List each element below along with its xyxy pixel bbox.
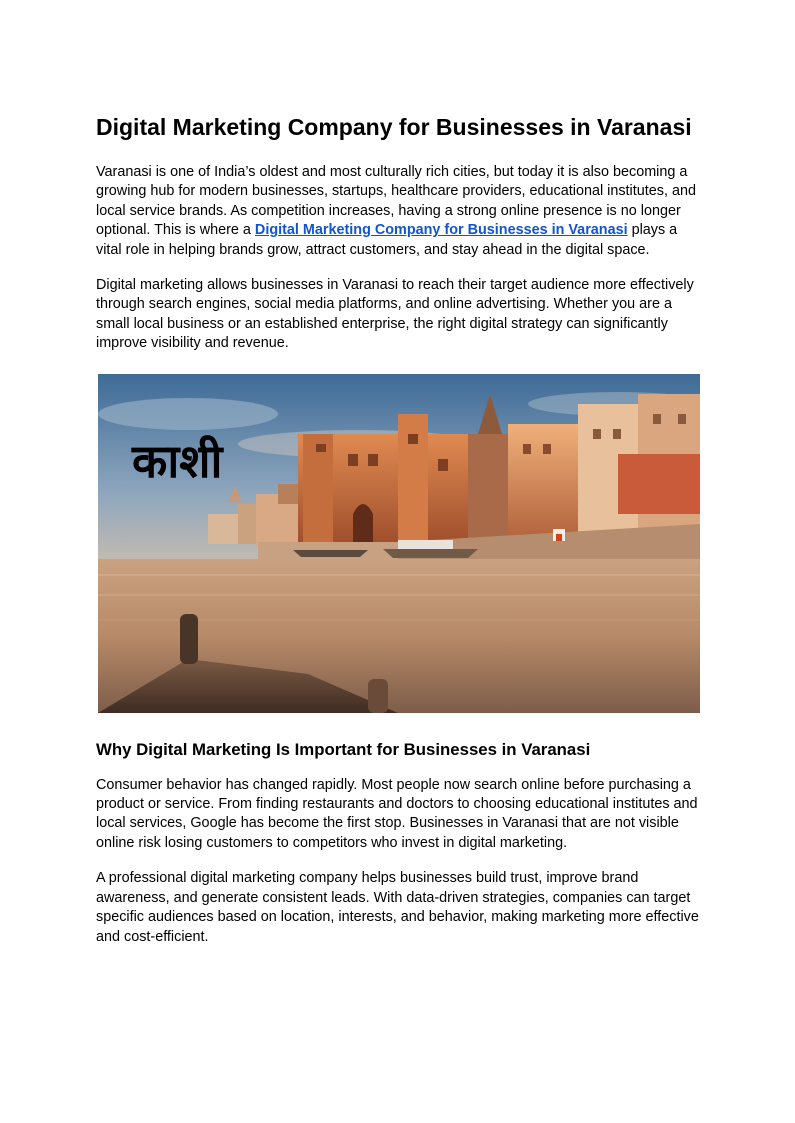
paragraph-consumer-behavior: Consumer behavior has changed rapidly. Most people now search online before purchasing a product or service. From finding restaurants and doctors to choosing educational institutes and local services, Google has become the first stop. Businesses in Varanasi that are not visible online risk losing customers to competitors who invest in digital marketing.: [96, 776, 698, 851]
section-heading: Why Digital Marketing Is Important for Businesses in Varanasi: [96, 739, 591, 759]
intro-paragraph: [96, 163, 699, 260]
varanasi-marketing-link[interactable]: Digital Marketing Company for Businesses in Varanasi: [254, 222, 628, 239]
article-title: Digital Marketing Company for Businesses in Varanasi: [96, 114, 692, 140]
document-page: [96, 112, 699, 947]
intro-text-after-link: plays a vital role in helping brands grow, attract customers, and stay ahead in the digital space.: [96, 222, 678, 258]
varanasi-ghats-image: [98, 374, 700, 713]
paragraph-professional-company: A professional digital marketing company helps businesses build trust, improve brand awareness, and generate consistent leads. With data-driven strategies, companies can target specific audiences based on location, interests, and behavior, making marketing more effective and cost-efficient.: [96, 870, 699, 945]
intro-text-before-link: Varanasi is one of India’s oldest and most culturally rich cities, but today it is also becoming a growing hub for modern businesses, startups, healthcare providers, educational institutes, and local service brands. As competition increases, having a strong online presence is no longer optional. This is where a: [96, 164, 696, 239]
paragraph-reach-audience: Digital marketing allows businesses in Varanasi to reach their target audience more effectively through search engines, social media platforms, and online advertising. Whether you are a small local business or an established enterprise, the right digital strategy can significantly improve visibility and revenue.: [96, 277, 694, 352]
kashi-overlay-text: काशी: [132, 434, 223, 488]
